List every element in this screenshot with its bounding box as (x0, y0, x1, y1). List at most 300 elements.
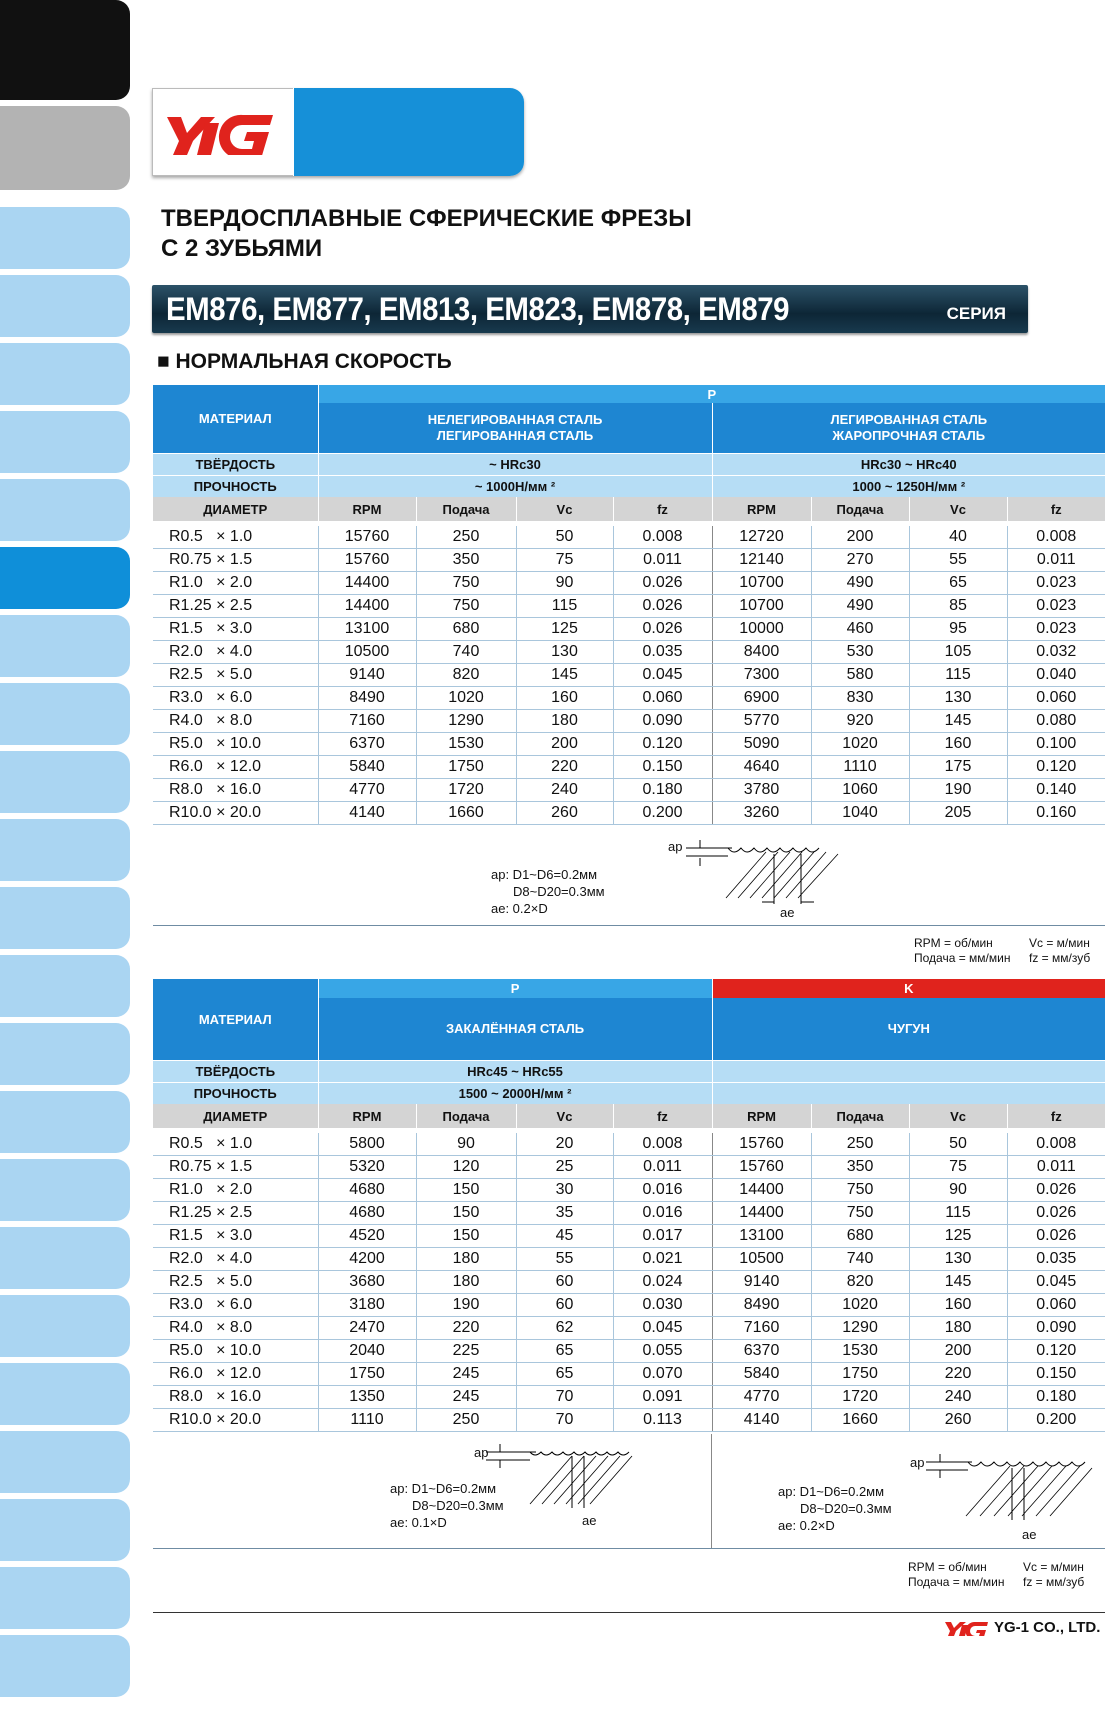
diameter-cell: R8.0 × 16.0 (153, 1386, 318, 1409)
value-cell: 0.011 (613, 549, 712, 572)
value-cell: 0.150 (613, 756, 712, 779)
ae-label-right: ae (1022, 1527, 1037, 1542)
value-cell: 1530 (811, 1340, 909, 1363)
ap-label-left: ap (474, 1445, 489, 1460)
value-cell: 105 (909, 641, 1007, 664)
value-cell: 270 (811, 549, 909, 572)
side-tab-11[interactable] (0, 751, 130, 813)
value-cell: 0.200 (1007, 1409, 1105, 1432)
material-group-2: ЛЕГИРОВАННАЯ СТАЛЬ ЖАРОПРОЧНАЯ СТАЛЬ (712, 403, 1105, 453)
value-cell: 0.060 (1007, 687, 1105, 710)
value-cell: 115 (909, 1202, 1007, 1225)
value-cell: 50 (516, 526, 613, 549)
value-cell: 180 (909, 1317, 1007, 1340)
value-cell: 35 (516, 1202, 613, 1225)
column-header-подача: Подача (811, 497, 909, 521)
value-cell: 1040 (811, 802, 909, 825)
value-cell: 75 (909, 1156, 1007, 1179)
side-tab-21[interactable] (0, 1431, 130, 1493)
value-cell: 7160 (318, 710, 416, 733)
table-row (153, 687, 1105, 710)
material-group-1: ЗАКАЛЁННАЯ СТАЛЬ (318, 998, 712, 1060)
value-cell: 180 (416, 1271, 516, 1294)
value-cell: 1020 (811, 1294, 909, 1317)
value-cell: 750 (811, 1179, 909, 1202)
value-cell: 180 (416, 1248, 516, 1271)
value-cell: 0.080 (1007, 710, 1105, 733)
iso-p-header: P (318, 385, 1105, 403)
value-cell: 0.090 (1007, 1317, 1105, 1340)
side-tab-5[interactable] (0, 343, 130, 405)
table-row (153, 1409, 1105, 1432)
value-cell: 15760 (318, 549, 416, 572)
value-cell: 5090 (712, 733, 811, 756)
svg-text:YG: YG (161, 105, 163, 106)
hardness-value-1: ~ HRc30 (318, 453, 712, 475)
value-cell: 260 (909, 1409, 1007, 1432)
value-cell: 1720 (811, 1386, 909, 1409)
title-line-1: ТВЕРДОСПЛАВНЫЕ СФЕРИЧЕСКИЕ ФРЕЗЫ (161, 205, 692, 232)
diameter-cell: R2.5 × 5.0 (153, 1271, 318, 1294)
value-cell: 10500 (712, 1248, 811, 1271)
table-row (153, 710, 1105, 733)
value-cell: 0.008 (613, 526, 712, 549)
value-cell: 90 (909, 1179, 1007, 1202)
diameter-cell: R1.25 × 2.5 (153, 1202, 318, 1225)
table-row (153, 1202, 1105, 1225)
value-cell: 3680 (318, 1271, 416, 1294)
value-cell: 7160 (712, 1317, 811, 1340)
column-header-fz: fz (1007, 497, 1105, 521)
value-cell: 1660 (811, 1409, 909, 1432)
side-tab-8[interactable] (0, 547, 130, 609)
value-cell: 0.070 (613, 1363, 712, 1386)
note-text-left: ap: D1~D6=0.2мм D8~D20=0.3мм ae: 0.1×D (390, 1481, 504, 1530)
diameter-cell: R1.0 × 2.0 (153, 1179, 318, 1202)
value-cell: 12720 (712, 526, 811, 549)
table-row (153, 572, 1105, 595)
value-cell: 9140 (712, 1271, 811, 1294)
value-cell: 240 (516, 779, 613, 802)
value-cell: 250 (416, 1409, 516, 1432)
value-cell: 14400 (318, 595, 416, 618)
value-cell: 205 (909, 802, 1007, 825)
hardness-value-2 (712, 1060, 1105, 1082)
series-banner (152, 285, 1028, 333)
strength-label: ПРОЧНОСТЬ (153, 1082, 318, 1104)
value-cell: 15760 (318, 526, 416, 549)
value-cell: 65 (516, 1363, 613, 1386)
value-cell: 2470 (318, 1317, 416, 1340)
value-cell: 50 (909, 1133, 1007, 1156)
value-cell: 0.100 (1007, 733, 1105, 756)
table-row (153, 641, 1105, 664)
value-cell: 4680 (318, 1202, 416, 1225)
value-cell: 820 (416, 664, 516, 687)
value-cell: 1660 (416, 802, 516, 825)
hardness-label: ТВЁРДОСТЬ (153, 1060, 318, 1082)
value-cell: 0.026 (613, 618, 712, 641)
material-group-1: НЕЛЕГИРОВАННАЯ СТАЛЬ ЛЕГИРОВАННАЯ СТАЛЬ (318, 403, 712, 453)
value-cell: 5320 (318, 1156, 416, 1179)
diameter-cell: R0.75 × 1.5 (153, 1156, 318, 1179)
value-cell: 220 (909, 1363, 1007, 1386)
value-cell: 0.035 (1007, 1248, 1105, 1271)
value-cell: 490 (811, 595, 909, 618)
value-cell: 60 (516, 1294, 613, 1317)
table-row (153, 1248, 1105, 1271)
side-tab-6[interactable] (0, 411, 130, 473)
value-cell: 4520 (318, 1225, 416, 1248)
value-cell: 225 (416, 1340, 516, 1363)
diameter-cell: R10.0 × 20.0 (153, 802, 318, 825)
value-cell: 750 (416, 595, 516, 618)
side-tab-24[interactable] (0, 1635, 130, 1697)
value-cell: 0.160 (1007, 802, 1105, 825)
value-cell: 13100 (318, 618, 416, 641)
side-tab-22[interactable] (0, 1499, 130, 1561)
value-cell: 1290 (811, 1317, 909, 1340)
value-cell: 1750 (811, 1363, 909, 1386)
value-cell: 0.120 (1007, 756, 1105, 779)
side-tab-13[interactable] (0, 887, 130, 949)
value-cell: 0.055 (613, 1340, 712, 1363)
value-cell: 5840 (318, 756, 416, 779)
value-cell: 4200 (318, 1248, 416, 1271)
hardness-value-2: HRc30 ~ HRc40 (712, 453, 1105, 475)
column-header-fz: fz (613, 497, 712, 521)
side-tab-10[interactable] (0, 683, 130, 745)
value-cell: 70 (516, 1409, 613, 1432)
value-cell: 1020 (811, 733, 909, 756)
column-header-vc: Vc (516, 497, 613, 521)
side-tab-2[interactable] (0, 106, 130, 190)
table-row (153, 802, 1105, 825)
strength-label: ПРОЧНОСТЬ (153, 475, 318, 497)
value-cell: 0.113 (613, 1409, 712, 1432)
value-cell: 130 (909, 1248, 1007, 1271)
value-cell: 220 (416, 1317, 516, 1340)
value-cell: 90 (516, 572, 613, 595)
side-tab-12[interactable] (0, 819, 130, 881)
value-cell: 7300 (712, 664, 811, 687)
column-header-fz: fz (613, 1104, 712, 1128)
value-cell: 15760 (712, 1133, 811, 1156)
value-cell: 1110 (811, 756, 909, 779)
value-cell: 14400 (318, 572, 416, 595)
value-cell: 65 (909, 572, 1007, 595)
side-tab-16[interactable] (0, 1091, 130, 1153)
value-cell: 90 (416, 1133, 516, 1156)
value-cell: 1110 (318, 1409, 416, 1432)
value-cell: 0.023 (1007, 618, 1105, 641)
value-cell: 145 (909, 710, 1007, 733)
value-cell: 0.120 (1007, 1340, 1105, 1363)
table-row (153, 1317, 1105, 1340)
table-row (153, 1271, 1105, 1294)
table-row (153, 1133, 1105, 1156)
value-cell: 350 (811, 1156, 909, 1179)
diameter-cell: R1.25 × 2.5 (153, 595, 318, 618)
value-cell: 220 (516, 756, 613, 779)
ap-label: ap (668, 839, 683, 854)
value-cell: 0.150 (1007, 1363, 1105, 1386)
diameter-cell: R2.5 × 5.0 (153, 664, 318, 687)
diameter-cell: R5.0 × 10.0 (153, 733, 318, 756)
value-cell: 25 (516, 1156, 613, 1179)
iso-p-header: P (318, 979, 712, 998)
value-cell: 0.035 (613, 641, 712, 664)
cutting-depth-diagram (668, 836, 848, 926)
value-cell: 1750 (416, 756, 516, 779)
value-cell: 750 (811, 1202, 909, 1225)
value-cell: 490 (811, 572, 909, 595)
diameter-cell: R0.5 × 1.0 (153, 526, 318, 549)
table-row (153, 756, 1105, 779)
value-cell: 250 (416, 526, 516, 549)
value-cell: 0.140 (1007, 779, 1105, 802)
speed-table-2 (153, 979, 1105, 1432)
side-tab-19[interactable] (0, 1295, 130, 1357)
value-cell: 0.026 (613, 572, 712, 595)
value-cell: 4770 (712, 1386, 811, 1409)
value-cell: 240 (909, 1386, 1007, 1409)
value-cell: 160 (909, 1294, 1007, 1317)
brand-logo-area (152, 88, 293, 176)
value-cell: 1060 (811, 779, 909, 802)
table-row (153, 1340, 1105, 1363)
value-cell: 580 (811, 664, 909, 687)
side-tab-23[interactable] (0, 1567, 130, 1629)
value-cell: 5770 (712, 710, 811, 733)
column-header-rpm: RPM (712, 1104, 811, 1128)
value-cell: 1350 (318, 1386, 416, 1409)
table-row (153, 1363, 1105, 1386)
value-cell: 62 (516, 1317, 613, 1340)
value-cell: 12140 (712, 549, 811, 572)
side-tab-18[interactable] (0, 1227, 130, 1289)
side-tab-1[interactable] (0, 0, 130, 100)
value-cell: 6900 (712, 687, 811, 710)
diameter-cell: R1.5 × 3.0 (153, 1225, 318, 1248)
value-cell: 125 (516, 618, 613, 641)
svg-text:YG: YG (945, 1620, 947, 1621)
footer-rule (153, 1612, 1105, 1613)
column-header-rpm: RPM (712, 497, 811, 521)
value-cell: 0.045 (613, 1317, 712, 1340)
yg-logo-icon (161, 105, 285, 155)
strength-value-1: ~ 1000Н/мм ² (318, 475, 712, 497)
value-cell: 190 (416, 1294, 516, 1317)
table-row (153, 1179, 1105, 1202)
table-row (153, 618, 1105, 641)
value-cell: 350 (416, 549, 516, 572)
value-cell: 180 (516, 710, 613, 733)
value-cell: 0.045 (1007, 1271, 1105, 1294)
diameter-cell: R1.0 × 2.0 (153, 572, 318, 595)
title-line-2: С 2 ЗУБЬЯМИ (161, 235, 323, 262)
value-cell: 150 (416, 1179, 516, 1202)
value-cell: 0.180 (613, 779, 712, 802)
side-tab-9[interactable] (0, 615, 130, 677)
value-cell: 130 (909, 687, 1007, 710)
value-cell: 14400 (712, 1202, 811, 1225)
column-divider (711, 1434, 712, 1548)
material-label: МАТЕРИАЛ (153, 385, 318, 453)
cutting-depth-diagram-right (922, 1450, 1102, 1530)
value-cell: 130 (516, 641, 613, 664)
value-cell: 4640 (712, 756, 811, 779)
table-row (153, 733, 1105, 756)
value-cell: 3180 (318, 1294, 416, 1317)
value-cell: 680 (416, 618, 516, 641)
value-cell: 0.040 (1007, 664, 1105, 687)
value-cell: 0.090 (613, 710, 712, 733)
value-cell: 3780 (712, 779, 811, 802)
value-cell: 55 (909, 549, 1007, 572)
material-group-2: ЧУГУН (712, 998, 1105, 1060)
value-cell: 10500 (318, 641, 416, 664)
diameter-cell: R0.75 × 1.5 (153, 549, 318, 572)
diameter-label: ДИАМЕТР (153, 1104, 318, 1128)
ae-label: ae (780, 905, 795, 920)
yg-footer-logo-icon (945, 1620, 989, 1636)
value-cell: 75 (516, 549, 613, 572)
side-tab-3[interactable] (0, 207, 130, 269)
value-cell: 0.011 (613, 1156, 712, 1179)
value-cell: 740 (416, 641, 516, 664)
value-cell: 55 (516, 1248, 613, 1271)
value-cell: 145 (909, 1271, 1007, 1294)
strength-value-1: 1500 ~ 2000Н/мм ² (318, 1082, 712, 1104)
diameter-cell: R3.0 × 6.0 (153, 1294, 318, 1317)
value-cell: 6370 (712, 1340, 811, 1363)
value-cell: 65 (516, 1340, 613, 1363)
value-cell: 70 (516, 1386, 613, 1409)
value-cell: 4140 (318, 802, 416, 825)
table-row (153, 526, 1105, 549)
diameter-cell: R5.0 × 10.0 (153, 1340, 318, 1363)
value-cell: 6370 (318, 733, 416, 756)
divider (153, 1548, 1105, 1549)
table-row (153, 1294, 1105, 1317)
value-cell: 1750 (318, 1363, 416, 1386)
value-cell: 0.045 (613, 664, 712, 687)
column-header-vc: Vc (516, 1104, 613, 1128)
units-legend-2: RPM = об/мин Подача = мм/мин (908, 1560, 1005, 1589)
value-cell: 0.060 (613, 687, 712, 710)
value-cell: 1530 (416, 733, 516, 756)
value-cell: 0.008 (613, 1133, 712, 1156)
diameter-label: ДИАМЕТР (153, 497, 318, 521)
value-cell: 115 (516, 595, 613, 618)
diameter-cell: R6.0 × 12.0 (153, 756, 318, 779)
value-cell: 150 (416, 1202, 516, 1225)
value-cell: 4140 (712, 1409, 811, 1432)
diameter-cell: R4.0 × 8.0 (153, 1317, 318, 1340)
hardness-label: ТВЁРДОСТЬ (153, 453, 318, 475)
value-cell: 0.026 (1007, 1202, 1105, 1225)
side-tab-14[interactable] (0, 955, 130, 1017)
column-header-подача: Подача (416, 497, 516, 521)
value-cell: 85 (909, 595, 1007, 618)
value-cell: 250 (811, 1133, 909, 1156)
value-cell: 530 (811, 641, 909, 664)
diameter-cell: R3.0 × 6.0 (153, 687, 318, 710)
column-header-подача: Подача (416, 1104, 516, 1128)
value-cell: 4680 (318, 1179, 416, 1202)
value-cell: 5800 (318, 1133, 416, 1156)
value-cell: 15760 (712, 1156, 811, 1179)
value-cell: 0.016 (613, 1179, 712, 1202)
side-tab-4[interactable] (0, 275, 130, 337)
value-cell: 1720 (416, 779, 516, 802)
ae-label-left: ae (582, 1513, 597, 1528)
diameter-cell: R0.5 × 1.0 (153, 1133, 318, 1156)
value-cell: 750 (416, 572, 516, 595)
side-tab-17[interactable] (0, 1159, 130, 1221)
value-cell: 14400 (712, 1179, 811, 1202)
strength-value-2: 1000 ~ 1250Н/мм ² (712, 475, 1105, 497)
table-row (153, 1156, 1105, 1179)
value-cell: 0.120 (613, 733, 712, 756)
value-cell: 0.032 (1007, 641, 1105, 664)
column-header-vc: Vc (909, 497, 1007, 521)
section-subtitle: ■ НОРМАЛЬНАЯ СКОРОСТЬ (157, 350, 452, 373)
value-cell: 5840 (712, 1363, 811, 1386)
value-cell: 125 (909, 1225, 1007, 1248)
value-cell: 820 (811, 1271, 909, 1294)
value-cell: 0.026 (613, 595, 712, 618)
side-tab-15[interactable] (0, 1023, 130, 1085)
value-cell: 3260 (712, 802, 811, 825)
value-cell: 0.060 (1007, 1294, 1105, 1317)
speed-table-1 (153, 385, 1105, 825)
divider (153, 925, 1105, 926)
value-cell: 0.200 (613, 802, 712, 825)
value-cell: 680 (811, 1225, 909, 1248)
table-row (153, 664, 1105, 687)
diameter-cell: R8.0 × 16.0 (153, 779, 318, 802)
value-cell: 0.008 (1007, 1133, 1105, 1156)
value-cell: 160 (516, 687, 613, 710)
value-cell: 150 (416, 1225, 516, 1248)
value-cell: 920 (811, 710, 909, 733)
value-cell: 0.026 (1007, 1225, 1105, 1248)
diameter-cell: R2.0 × 4.0 (153, 1248, 318, 1271)
side-tab-7[interactable] (0, 479, 130, 541)
value-cell: 0.026 (1007, 1179, 1105, 1202)
value-cell: 245 (416, 1386, 516, 1409)
value-cell: 0.021 (613, 1248, 712, 1271)
hardness-value-1: HRc45 ~ HRc55 (318, 1060, 712, 1082)
value-cell: 10700 (712, 595, 811, 618)
value-cell: 8490 (712, 1294, 811, 1317)
diameter-cell: R4.0 × 8.0 (153, 710, 318, 733)
units-legend-1b: Vc = м/мин fz = мм/зуб (1029, 936, 1091, 965)
value-cell: 0.017 (613, 1225, 712, 1248)
side-tab-20[interactable] (0, 1363, 130, 1425)
note-text-1: ap: D1~D6=0.2мм D8~D20=0.3мм ae: 0.2×D (491, 867, 605, 916)
iso-k-header: K (712, 979, 1105, 998)
value-cell: 95 (909, 618, 1007, 641)
value-cell: 13100 (712, 1225, 811, 1248)
column-header-vc: Vc (909, 1104, 1007, 1128)
value-cell: 830 (811, 687, 909, 710)
units-legend-1: RPM = об/мин Подача = мм/мин (914, 936, 1011, 965)
ap-label-right: ap (910, 1455, 925, 1470)
value-cell: 0.011 (1007, 1156, 1105, 1179)
